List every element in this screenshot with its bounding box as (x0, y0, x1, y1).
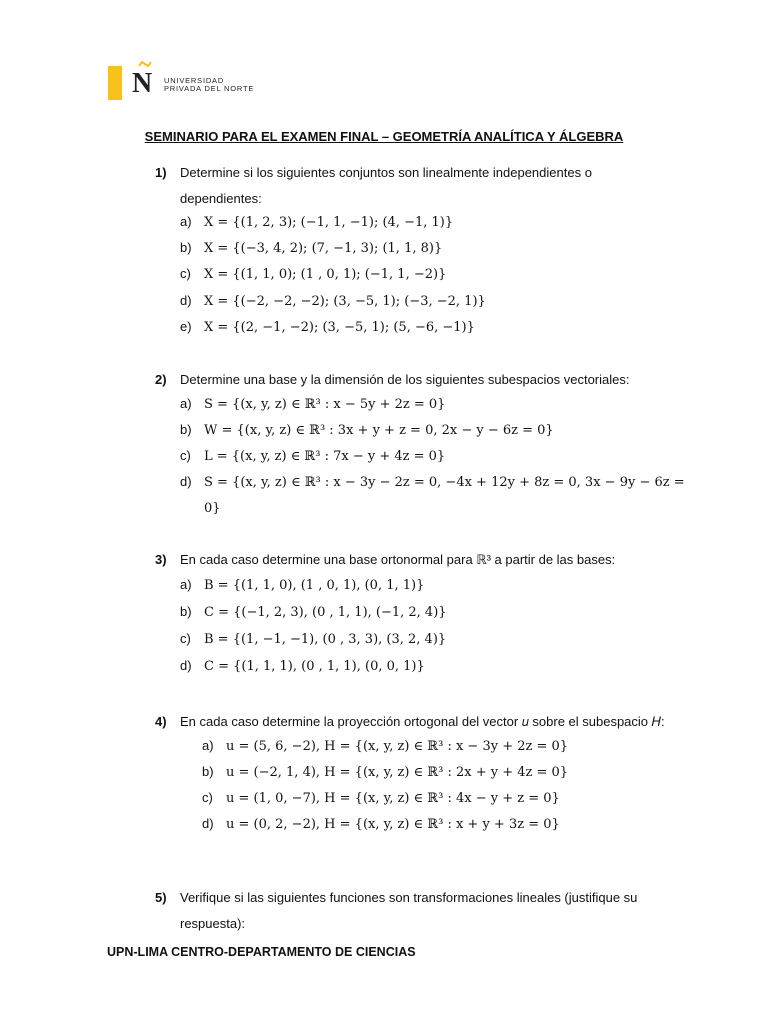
item-label: d) (180, 474, 192, 489)
item-label: a) (180, 214, 192, 229)
page-title: SEMINARIO PARA EL EXAMEN FINAL – GEOMETRÍA ANALÍTICA Y ÁLGEBRA (144, 129, 624, 144)
list-item (180, 422, 554, 438)
logo-tilde-icon (138, 60, 152, 68)
list-item (180, 658, 425, 674)
question-number: 2) (155, 372, 167, 387)
item-label: a) (180, 577, 192, 592)
item-math: X = {(−3, 4, 2); (7, −1, 3); (1, 1, 8)} (204, 241, 443, 256)
list-item (180, 214, 453, 230)
item-label: a) (180, 396, 192, 411)
item-label: d) (180, 658, 192, 673)
logo-text (164, 77, 254, 93)
question-text: En cada caso determine la proyección ortogonal del vector 𝑢 sobre el subespacio 𝐻: (180, 714, 665, 729)
question-number: 5) (155, 890, 167, 905)
item-math: S = {(x, y, z) ∈ ℝ³ : x − 3y − 2z = 0, −4x + 12y + 8z = 0, 3x − 9y − 6z = (204, 475, 685, 490)
logo-yellow-bar (108, 66, 122, 100)
item-math: C = {(−1, 2, 3), (0 , 1, 1), (−1, 2, 4)} (204, 605, 447, 620)
list-item (202, 790, 560, 806)
item-math: L = {(x, y, z) ∈ ℝ³ : 7x − y + 4z = 0} (204, 449, 446, 464)
item-math: S = {(x, y, z) ∈ ℝ³ : x − 5y + 2z = 0} (204, 397, 446, 412)
list-item (202, 738, 568, 754)
item-label: c) (202, 790, 213, 805)
item-math: u = (5, 6, −2), H = {(x, y, z) ∈ ℝ³ : x − 3y + 2z = 0} (226, 739, 569, 754)
item-math: u = (−2, 1, 4), H = {(x, y, z) ∈ ℝ³ : 2x + y + 4z = 0} (226, 765, 569, 780)
question-text: En cada caso determine una base ortonormal para ℝ³ a partir de las bases: (180, 552, 616, 567)
list-item (180, 266, 446, 282)
list-item (180, 631, 446, 647)
list-item (180, 604, 447, 620)
item-math: B = {(1, −1, −1), (0 , 3, 3), (3, 2, 4)} (204, 632, 447, 647)
list-item-continuation (180, 500, 221, 516)
item-label: e) (180, 319, 192, 334)
item-math: X = {(−2, −2, −2); (3, −5, 1); (−3, −2, 1)} (204, 294, 486, 309)
list-item (180, 319, 475, 335)
item-label: b) (180, 240, 192, 255)
list-item (180, 474, 685, 490)
list-item (180, 396, 445, 412)
item-math: W = {(x, y, z) ∈ ℝ³ : 3x + y + z = 0, 2x − y − 6z = 0} (204, 423, 554, 438)
item-math: u = (0, 2, −2), H = {(x, y, z) ∈ ℝ³ : x + y + 3z = 0} (226, 817, 560, 832)
item-math: u = (1, 0, −7), H = {(x, y, z) ∈ ℝ³ : 4x − y + z = 0} (226, 791, 560, 806)
item-math: X = {(2, −1, −2); (3, −5, 1); (5, −6, −1)} (204, 320, 475, 335)
logo-line2: PRIVADA DEL NORTE (164, 84, 255, 93)
list-item (180, 577, 424, 593)
list-item (180, 293, 486, 309)
item-label: a) (202, 738, 214, 753)
item-label: c) (180, 631, 191, 646)
item-label: c) (180, 266, 191, 281)
item-math: X = {(1, 2, 3); (−1, 1, −1); (4, −1, 1)} (204, 215, 454, 230)
item-label: b) (180, 604, 192, 619)
item-label: d) (180, 293, 192, 308)
question-text: Determine una base y la dimensión de los siguientes subespacios vectoriales: (180, 372, 630, 387)
item-math: C = {(1, 1, 1), (0 , 1, 1), (0, 0, 1)} (204, 659, 425, 674)
question-text: Determine si los siguientes conjuntos son linealmente independientes o dependientes: (180, 165, 592, 206)
item-math: X = {(1, 1, 0); (1 , 0, 1); (−1, 1, −2)} (204, 267, 447, 282)
item-label: d) (202, 816, 214, 831)
question-number: 4) (155, 714, 167, 729)
item-label: c) (180, 448, 191, 463)
list-item (180, 240, 442, 256)
logo-line1: UNIVERSIDAD (164, 76, 225, 85)
list-item (180, 448, 445, 464)
item-label: b) (202, 764, 214, 779)
question-number: 1) (155, 165, 167, 180)
logo-n-mark: N (132, 68, 153, 99)
list-item (202, 816, 560, 832)
page-footer: UPN-LIMA CENTRO-DEPARTAMENTO DE CIENCIAS (107, 945, 416, 959)
item-math: 0} (204, 501, 221, 516)
list-item (202, 764, 568, 780)
question-number: 3) (155, 552, 167, 567)
item-math: B = {(1, 1, 0), (1 , 0, 1), (0, 1, 1)} (204, 578, 425, 593)
item-label: b) (180, 422, 192, 437)
question-text: Verifique si las siguientes funciones son transformaciones lineales (justifique su respuesta): (180, 890, 638, 931)
